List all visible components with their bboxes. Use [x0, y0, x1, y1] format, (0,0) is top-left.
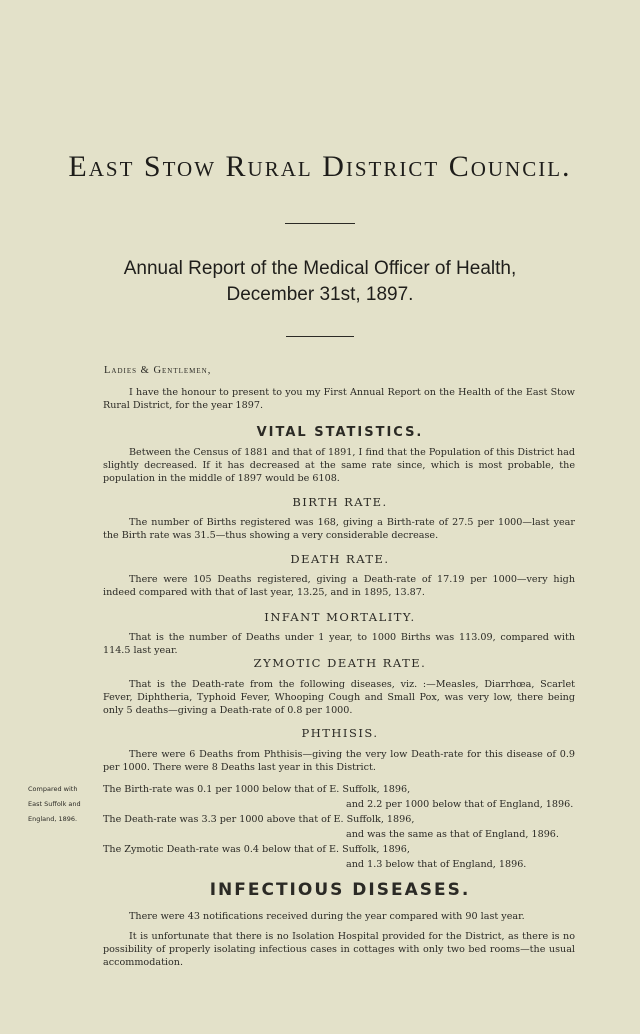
comparison-line: The Birth-rate was 0.1 per 1000 below that of E. Suffolk, 1896, [103, 784, 411, 795]
phthisis-text: There were 6 Deaths from Phthisis—giving the very low Death-rate for this disease of 0.9 per 1000. There were 8 Deaths last year in this District. [103, 749, 575, 774]
margin-note-line1: Compared with [28, 785, 78, 793]
report-title-line1: Annual Report of the Medical Officer of Health, [123, 258, 517, 279]
heading-birth-rate: BIRTH RATE. [292, 495, 388, 509]
heading-zymotic-death-rate: ZYMOTIC DEATH RATE. [253, 656, 427, 670]
heading-phthisis: PHTHISIS. [301, 726, 379, 740]
salutation: Ladies & Gentlemen, [104, 365, 212, 376]
death-rate-text: There were 105 Deaths registered, giving a Death-rate of 17.19 per 1000—very high indeed compared with that of last year, 13.25, and in 1895, 13.87. [103, 574, 575, 599]
margin-note-line2: East Suffolk and [28, 800, 81, 808]
comparison-line: and was the same as that of England, 1896. [346, 829, 559, 840]
birth-rate-text: The number of Births registered was 168, giving a Birth-rate of 27.5 per 1000—last year the Birth rate was 31.5—thus showing a very considerable decrease. [103, 517, 575, 542]
vital-statistics-text: Between the Census of 1881 and that of 1891, I find that the Population of this District had slightly decreased. If it has decreased at the same rate since, which is most probable, the population in the middle of 1897 would be 6108. [103, 447, 575, 485]
heading-infectious-diseases: INFECTIOUS DISEASES. [209, 880, 471, 900]
heading-death-rate: DEATH RATE. [290, 552, 390, 566]
zymotic-death-rate-text: That is the Death-rate from the following diseases, viz. :—Measles, Diarrhœa, Scarlet Fever, Diphtheria, Typhoid Fever, Whooping Cough and Small Pox, was very low, there being only 5 deaths—giving a Death-rate of 0.8 per 1000. [103, 679, 575, 717]
infant-mortality-text: That is the number of Deaths under 1 year, to 1000 Births was 113.09, compared with 114.5 last year. [103, 632, 575, 657]
isolation-hospital-text: It is unfortunate that there is no Isolation Hospital provided for the District, as there is no possibility of properly isolating infectious cases in cottages with only two bed rooms—the usual accommodation. [103, 931, 575, 969]
subtitle-divider [286, 336, 354, 337]
council-title: East Stow Rural District Council. [68, 150, 572, 183]
heading-infant-mortality: INFANT MORTALITY. [264, 610, 416, 624]
title-divider [285, 223, 355, 224]
intro-paragraph: I have the honour to present to you my First Annual Report on the Health of the East Stow Rural District, for the year 1897. [103, 387, 575, 412]
comparison-line: and 1.3 below that of England, 1896. [346, 859, 527, 870]
comparison-line: The Zymotic Death-rate was 0.4 below that of E. Suffolk, 1896, [103, 844, 410, 855]
infectious-diseases-text: There were 43 notifications received during the year compared with 90 last year. [129, 911, 525, 922]
heading-vital-statistics: VITAL STATISTICS. [256, 425, 424, 440]
margin-note-line3: England, 1896. [28, 815, 78, 823]
comparison-line: The Death-rate was 3.3 per 1000 above that of E. Suffolk, 1896, [103, 814, 415, 825]
comparison-line: and 2.2 per 1000 below that of England, 1896. [346, 799, 574, 810]
report-title-line2: December 31st, 1897. [226, 284, 414, 305]
